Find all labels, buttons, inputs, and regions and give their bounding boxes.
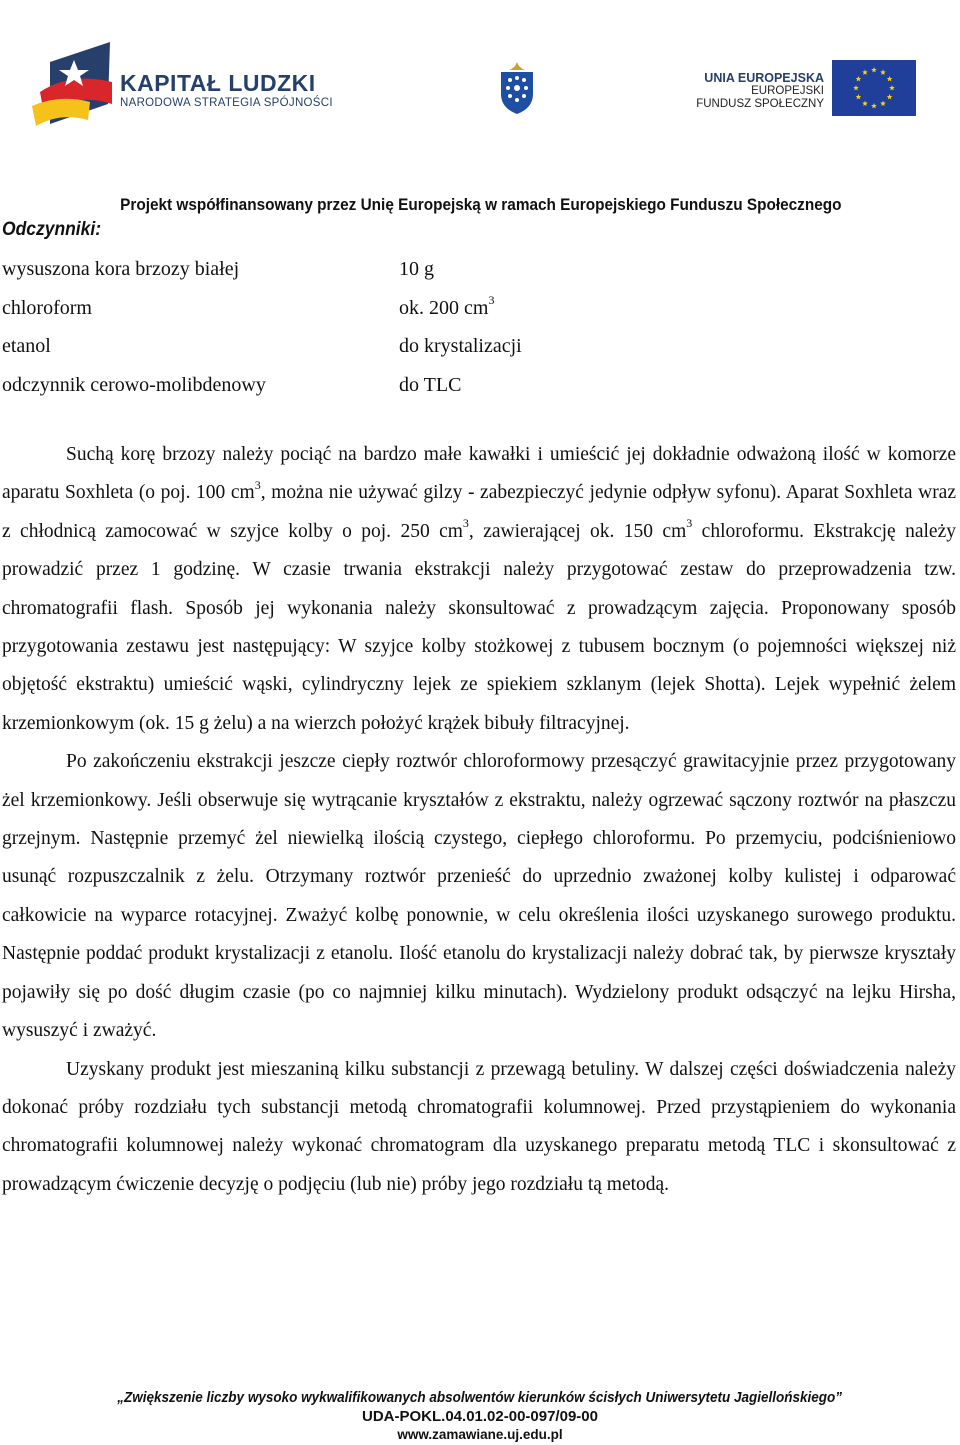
reagents-heading-text: Odczynniki: <box>2 219 102 240</box>
footer-project-code: UDA-POKL.04.01.02-00-097/09-00 <box>362 1408 598 1425</box>
reagent-amount <box>399 335 522 358</box>
p1-part-d: chloroformu. Ekstrakcję należy prowadzić przez 1 godzinę. W czasie trwania ekstrakcji należy przygotować zestaw do przeprowadzenia tzw. chromatografii flash. Sposób jej wykonania należy skonsultować z prowadzącym zajęcia. Proponowany sposób przygotowania zestawu jest następujący: W szyjce kolby stożkowej z tubusem bocznym (o pojemności większej niż objętość ekstraktu) umieścić wąski, cylindryczny lejek ze spiekiem szklanym (lejek Shotta). Lejek wypełnić żelem krzemionkowym (ok. 15 g żelu) a na wierzch położyć krążek bibuły filtracyjnej. <box>2 520 956 734</box>
footer-project-title <box>0 1388 960 1407</box>
eu-fund-text <box>696 72 824 111</box>
p1-part-a: Suchą korę brzozy należy pociąć na bardzo małe kawałki i umieścić jej dokładnie odważoną ilość w komorze aparatu Soxhleta (o poj. 100 cm <box>2 444 956 504</box>
eu-flag-icon <box>832 60 916 116</box>
reagent-amount <box>399 258 434 281</box>
unit-superscript: 3 <box>462 516 469 531</box>
reagent-amount-value: do krystalizacji <box>399 335 522 357</box>
kapital-ludzki-title: KAPITAŁ LUDZKI <box>120 70 316 96</box>
reagent-amount-value: 10 g <box>399 258 434 280</box>
eu-line1: UNIA EUROPEJSKA <box>704 71 824 85</box>
p1-part-c: , zawierającej ok. 150 cm <box>468 520 687 542</box>
unit-superscript: 3 <box>254 477 261 492</box>
unit-superscript: 3 <box>488 292 495 307</box>
project-cofinancing-line <box>0 196 960 215</box>
reagent-name: chloroform <box>2 296 92 319</box>
eu-line2: EUROPEJSKI <box>751 85 824 97</box>
reagent-name: wysuszona kora brzozy białej <box>2 258 240 280</box>
page-header <box>0 0 960 180</box>
p2-text: Po zakończeniu ekstrakcji jeszcze ciepły roztwór chloroformowy przesączyć grawitacyjnie przez przygotowany żel krzemionkowy. Jeśli obserwuje się wytrącanie kryształów z ekstraktu, należy ogrzewać sączony roztwór na płaszczu grzejnym. Następnie przemyć żel niewielką ilością czystego, ciepłego chloroformu. Po przemyciu, podciśnieniowo usunąć rozpuszczalnik z żelu. Otrzymany roztwór przenieść do uprzednio zważonej kolby kulistej i odparować całkowicie na wyparce rotacyjnej. Zważyć kolbę ponownie, w celu określenia ilości uzyskanego surowego produktu. Następnie poddać produkt krystalizacji z etanolu. Ilość etanolu do krystalizacji należy dobrać tak, by pierwsze kryształy pojawiły się po dość długim czasie (po co najmniej kilku minutach). Wydzielony produkt odsączyć na lejku Hirsha, wysuszyć i zważyć. <box>2 751 956 1042</box>
reagent-amount-value: do TLC <box>399 373 462 396</box>
reagent-name: etanol <box>2 335 51 357</box>
reagent-name: odczynnik cerowo-molibdenowy <box>2 373 266 396</box>
page-footer <box>0 1388 960 1443</box>
procedure-paragraph-2 <box>2 743 956 1050</box>
university-emblem-icon <box>497 62 537 114</box>
reagent-amount <box>399 292 495 320</box>
procedure-paragraph-1 <box>2 436 956 743</box>
p1-part-b: , można nie używać gilzy - zabezpieczyć jedynie odpływ syfonu). Aparat Soxhleta wraz z chłodnicą zamocować w szyjce kolby o poj. 250 cm <box>2 482 956 542</box>
project-cofinancing-text: Projekt współfinansowany przez Unię Europejską w ramach Europejskiego Funduszu Społecznego <box>120 196 842 214</box>
kapital-ludzki-subtitle: NARODOWA STRATEGIA SPÓJNOŚCI <box>120 97 333 109</box>
eu-line3: FUNDUSZ SPOŁECZNY <box>696 98 824 110</box>
footer-project-title-text: „Zwiększenie liczby wysoko wykwalifikowanych absolwentów kierunków ścisłych Uniwersytetu Jagiellońskiego” <box>117 1389 843 1406</box>
footer-website: www.zamawiane.uj.edu.pl <box>397 1427 563 1442</box>
reagents-heading <box>2 219 110 241</box>
p3-text: Uzyskany produkt jest mieszaniną kilku substancji z przewagą betuliny. W dalszej części doświadczenia należy dokonać próby rozdziału tych substancji metodą chromatografii kolumnowej. Przed przystąpieniem do wykonania chromatografii kolumnowej należy wykonać chromatogram dla uzyskanego preparatu metodą TLC i skonsultować z prowadzącym ćwiczenie decyzję o podjęciu (lub nie) próby jego rozdziału tą metodą. <box>2 1058 956 1195</box>
reagent-amount-value: ok. 200 cm <box>399 296 489 319</box>
reagent-amount <box>399 374 461 397</box>
unit-superscript: 3 <box>686 516 693 531</box>
procedure-paragraph-3 <box>2 1051 956 1205</box>
procedure-text <box>2 436 956 1204</box>
